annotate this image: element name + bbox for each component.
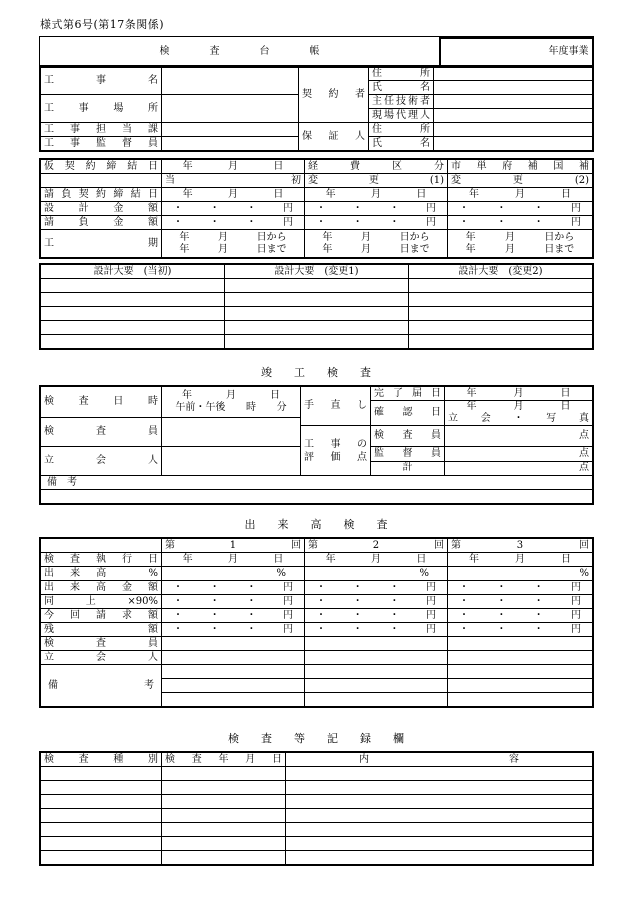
record-cell[interactable] [162,809,286,823]
taiyo-cell[interactable] [225,279,409,293]
field-percent-2[interactable]: % [305,567,448,581]
field-percent-1[interactable]: % [162,567,305,581]
field-karikeiyaku-date[interactable]: 年 月 日 [162,160,305,174]
field-zangaku-3[interactable]: ・ ・ ・ 円 [448,623,593,637]
field-kensa-nichiji[interactable]: 年 月 日 午前・午後 時 分 [162,387,301,418]
shunko-table [40,386,593,504]
field-kensa-in-1[interactable] [162,637,305,651]
field-tachiai-3[interactable] [448,651,593,665]
label-ukeoi-teiketsu: 請負契約締結日 [41,188,162,202]
record-cell[interactable] [162,781,286,795]
label-bikou: 備 考 [41,476,593,490]
field-sekkei-toshou[interactable]: ・ ・ ・ 円 [162,202,305,216]
label-keiyakusha-shimei: 氏名 [369,81,434,95]
label-ukeoi-kingaku: 請負金額 [41,216,162,230]
col-kai-2: 第 2 回 [305,539,448,553]
col-kensa-shubetsu: 検査種別 [41,753,162,767]
label-shunin-gijutsusha: 主任技術者 [369,95,434,109]
field-tachiai-1[interactable] [162,651,305,665]
col-henko1: 変 更 (1) [305,174,448,188]
record-cell[interactable] [41,795,162,809]
label-hoshonin-jusho: 住所 [369,123,434,137]
field-shikko-bi-3[interactable]: 年 月 日 [448,553,593,567]
record-cell[interactable] [162,851,286,865]
field-dojo-2[interactable]: ・ ・ ・ 円 [305,595,448,609]
label-kensa-shikko-bi: 検査執行日 [41,553,162,567]
taiyo-cell[interactable] [409,279,593,293]
label-hoshonin-shimei: 氏名 [369,137,434,151]
blank-header-cell [41,174,162,188]
label-konkai-seikyu: 今回請求額 [41,609,162,623]
record-cell[interactable] [162,823,286,837]
label-koji-mei: 工 事 名 [41,67,162,95]
taiyo-cell[interactable] [225,307,409,321]
record-cell[interactable] [41,781,162,795]
col-toshou: 当 初 [162,174,305,188]
form-number: 様式第6号(第17条関係) [40,18,165,31]
field-keiyakusha-jusho[interactable] [434,67,593,81]
record-cell[interactable] [41,851,162,865]
field-koji-basho[interactable] [162,95,299,123]
field-kingaku-3[interactable]: ・ ・ ・ 円 [448,581,593,595]
label-tachiai-nin: 立 会 人 [41,447,162,476]
field-kensa-in-3[interactable] [448,637,593,651]
record-cell[interactable] [41,823,162,837]
label-kantoku-in: 工事監督員 [41,137,162,151]
ledger-main-table [40,66,593,151]
label-kanryo-todoke: 完了届日 [371,387,445,401]
field-ukeoi-henko1[interactable]: ・ ・ ・ 円 [305,216,448,230]
field-seikyu-2[interactable]: ・ ・ ・ 円 [305,609,448,623]
field-bikou-2[interactable] [305,693,448,707]
record-cell[interactable] [162,795,286,809]
label-koki: 工 期 [41,230,162,258]
field-shikko-bi-1[interactable]: 年 月 日 [162,553,305,567]
label-keihi-kubun: 経費区分 [305,160,448,174]
taiyo-cell[interactable] [41,293,225,307]
record-cell[interactable] [41,837,162,851]
field-hyoka-kantoku-in[interactable]: 点 [445,447,593,462]
label-dekidaka-tachiai: 立会人 [41,651,162,665]
taiyo-cell[interactable] [409,321,593,335]
label-tenaoshi: 手直し [301,387,371,426]
field-koki-henko2[interactable]: 年 月 日から 年 月 日まで [448,230,593,258]
field-hyoka-kei[interactable]: 点 [445,461,593,476]
hojo-options[interactable]: 市単府補国補 [448,160,593,174]
field-shikko-bi-2[interactable]: 年 月 日 [305,553,448,567]
field-ukeoi-henko2[interactable]: ・ ・ ・ 円 [448,216,593,230]
taiyo-cell[interactable] [41,335,225,349]
field-keiyakusha-shimei[interactable] [434,81,593,95]
field-bikou-1[interactable] [162,665,305,679]
record-cell[interactable] [286,823,593,837]
label-hyoka: 工事の 評価点 [301,426,371,476]
label-dekidaka-kingaku: 出来高金額 [41,581,162,595]
field-zangaku-1[interactable]: ・ ・ ・ 円 [162,623,305,637]
record-cell[interactable] [286,781,593,795]
label-dojo-90: 同上×90% [41,595,162,609]
taiyo-cell[interactable] [225,321,409,335]
field-bikou-3[interactable] [448,679,593,693]
field-kensa-in[interactable] [162,418,301,447]
field-kakunin-bi[interactable]: 年 月 日 立会・写真 [445,401,593,426]
field-bikou-3[interactable] [448,665,593,679]
dekidaka-title: 出 来 高 検 査 [244,518,388,531]
label-kensa-nichiji: 検査日時 [41,387,162,418]
field-tachiai-2[interactable] [305,651,448,665]
label-koji-basho: 工 事 場 所 [41,95,162,123]
col-kai-3: 第 3 回 [448,539,593,553]
fiscal-year-label: 年度事業 [440,38,592,66]
field-sekkei-henko2[interactable]: ・ ・ ・ 円 [448,202,593,216]
field-kensa-in-2[interactable] [305,637,448,651]
field-zangaku-2[interactable]: ・ ・ ・ 円 [305,623,448,637]
col-henko2: 変 更 (2) [448,174,593,188]
label-sekkei-kingaku: 設計金額 [41,202,162,216]
field-bikou-1[interactable] [162,693,305,707]
label-keiyakusha-jusho: 住所 [369,67,434,81]
label-kensa-in: 検 査 員 [41,418,162,447]
record-cell[interactable] [286,809,593,823]
label-hoshonin: 保証人 [299,123,369,151]
field-tachiai-nin[interactable] [162,447,301,476]
label-dekidaka-bikou: 備 考 [41,665,162,707]
design-outline-table [40,264,593,349]
field-teiketsu-henko1[interactable]: 年 月 日 [305,188,448,202]
field-sekkei-henko1[interactable]: ・ ・ ・ 円 [305,202,448,216]
field-hoshonin-shimei[interactable] [434,137,593,151]
taiyo-cell[interactable] [409,307,593,321]
col-kai-1: 第 1 回 [162,539,305,553]
kiroku-title: 検 査 等 記 録 欄 [228,732,404,745]
label-hyoka-kantoku-in: 監督員 [371,447,445,462]
record-cell[interactable] [286,795,593,809]
label-keiyakusha: 契約者 [299,67,369,123]
taiyo-cell[interactable] [409,293,593,307]
taiyo-cell[interactable] [225,293,409,307]
field-bikou-3[interactable] [448,693,593,707]
field-teiketsu-henko2[interactable]: 年 月 日 [448,188,593,202]
field-koki-toshou[interactable]: 年 月 日から 年 月 日まで [162,230,305,258]
field-dojo-1[interactable]: ・ ・ ・ 円 [162,595,305,609]
label-zangaku: 残 額 [41,623,162,637]
field-bikou-2[interactable] [305,679,448,693]
label-tanto-ka: 工事担当課 [41,123,162,137]
record-cell[interactable] [41,767,162,781]
taiyo-henko2-header: 設計大要 (変更2) [409,265,593,279]
dekidaka-table [40,538,593,707]
field-bikou[interactable] [41,490,593,504]
ledger-title: 検 査 台 帳 [40,38,440,66]
taiyo-cell[interactable] [225,335,409,349]
shunko-title: 竣 工 検 査 [261,366,371,379]
field-dojo-3[interactable]: ・ ・ ・ 円 [448,595,593,609]
field-koji-mei[interactable] [162,67,299,95]
record-cell[interactable] [286,837,593,851]
field-shunin-gijutsusha[interactable] [434,95,593,109]
label-dekidaka-percent: 出来高 % [41,567,162,581]
field-kingaku-1[interactable]: ・ ・ ・ 円 [162,581,305,595]
label-genba-dairinin: 現場代理人 [369,109,434,123]
field-hyoka-kensa-in[interactable]: 点 [445,426,593,447]
label-karikeiyaku: 仮契約締結日 [41,160,162,174]
label-dekidaka-kensa-in: 検査員 [41,637,162,651]
kiroku-table [40,752,593,865]
taiyo-toshou-header: 設計大要 (当初) [41,265,225,279]
ledger-table [40,37,593,67]
col-kensa-nengappi: 検査年月日 [162,753,286,767]
taiyo-cell[interactable] [41,307,225,321]
ledger-amount-table [40,159,593,258]
field-kantoku-in[interactable] [162,137,299,151]
field-kanryo-todoke[interactable]: 年 月 日 [445,387,593,401]
label-hyoka-kei: 計 [371,461,445,476]
field-ukeoi-toshou[interactable]: ・ ・ ・ 円 [162,216,305,230]
record-cell[interactable] [286,767,593,781]
record-cell[interactable] [41,809,162,823]
record-cell[interactable] [162,767,286,781]
field-genba-dairinin[interactable] [434,109,593,123]
field-teiketsu-toshou[interactable]: 年 月 日 [162,188,305,202]
field-bikou-2[interactable] [305,665,448,679]
record-cell[interactable] [286,851,593,865]
field-hoshonin-jusho[interactable] [434,123,593,137]
col-naiyo: 内 容 [286,753,593,767]
label-hyoka-kensa-in: 検査員 [371,426,445,447]
field-percent-3[interactable]: % [448,567,593,581]
record-cell[interactable] [162,837,286,851]
field-bikou-1[interactable] [162,679,305,693]
blank-header-cell [41,539,162,553]
field-seikyu-1[interactable]: ・ ・ ・ 円 [162,609,305,623]
field-tanto-ka[interactable] [162,123,299,137]
field-koki-henko1[interactable]: 年 月 日から 年 月 日まで [305,230,448,258]
taiyo-cell[interactable] [41,279,225,293]
label-kakunin-bi: 確認日 [371,401,445,426]
taiyo-cell[interactable] [41,321,225,335]
taiyo-henko1-header: 設計大要 (変更1) [225,265,409,279]
taiyo-cell[interactable] [409,335,593,349]
field-kingaku-2[interactable]: ・ ・ ・ 円 [305,581,448,595]
field-seikyu-3[interactable]: ・ ・ ・ 円 [448,609,593,623]
